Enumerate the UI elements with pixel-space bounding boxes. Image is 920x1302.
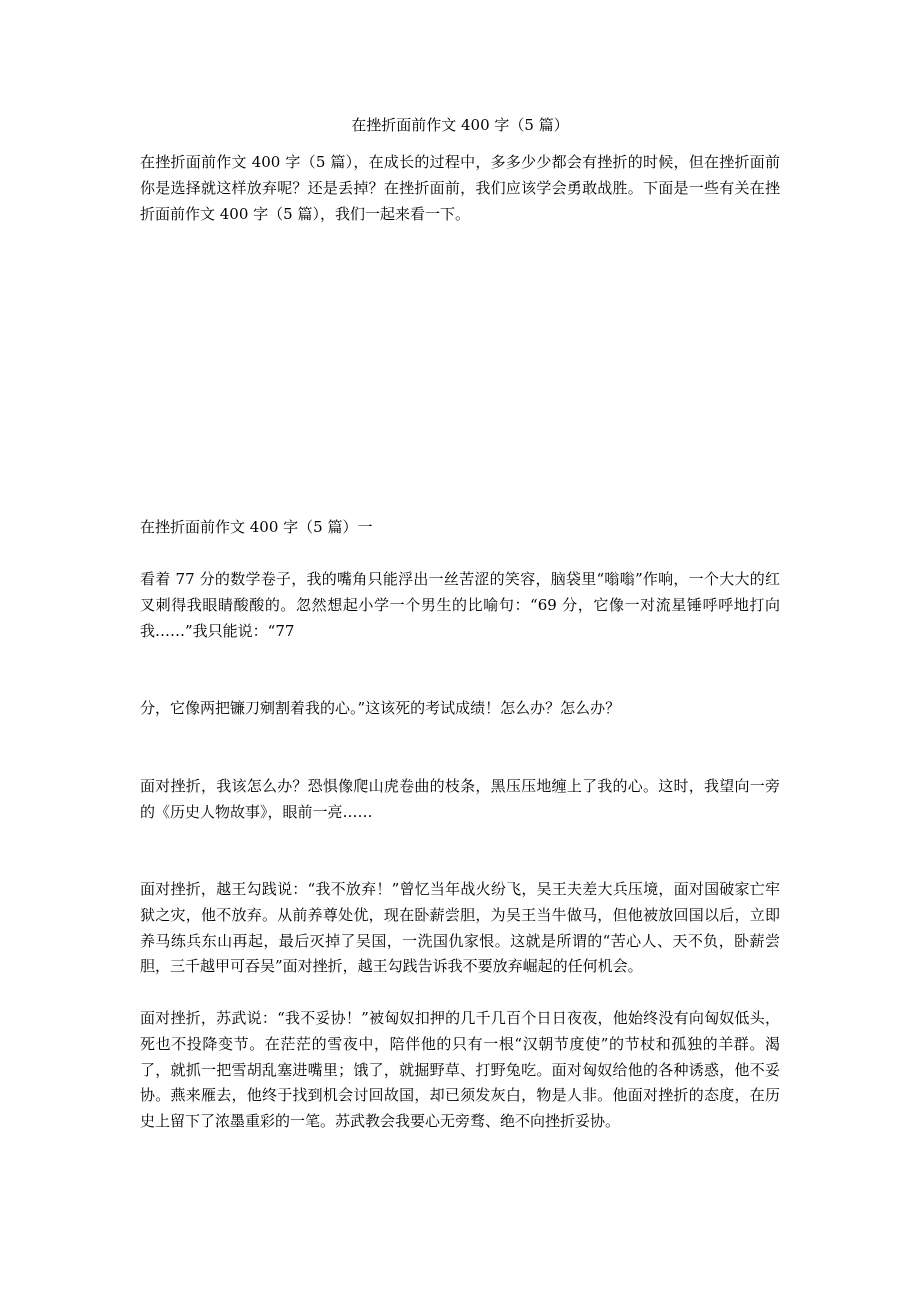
body-paragraph-5: 面对挫折，苏武说：“我不妥协！”被匈奴扣押的几千几百个日日夜夜，他始终没有向匈奴低头，死也不投降变节。在茫茫的雪夜中，陪伴他的只有一根“汉朝节度使”的节杖和孤独的羊群。渴了，就抓一把雪胡乱塞进嘴里；饿了，就掘野草、打野兔吃。面对匈奴给他的各种诱惑，他不妥协。燕来雁去，他终于找到机会讨回故国，却已须发灰白，物是人非。他面对挫折的态度，在历史上留下了浓墨重彩的一笔。苏武教会我要心无旁骛、绝不向挫折妥协。 (140, 1009, 780, 1131)
body-paragraph-3: 面对挫折，我该怎么办？恐惧像爬山虎卷曲的枝条，黑压压地缠上了我的心。这时，我望向一旁的《历史人物故事》，眼前一亮…… (140, 777, 780, 821)
body-paragraph-1: 看着 77 分的数学卷子，我的嘴角只能浮出一丝苦涩的笑容，脑袋里“嗡嗡”作响，一个大大的红叉刺得我眼睛酸酸的。忽然想起小学一个男生的比喻句：“69 分，它像一对流星锤呼呼地打向我……”我只能说：“77 (140, 570, 780, 640)
section-heading: 在挫折面前作文 400 字（5 篇）一 (140, 518, 373, 536)
body-paragraph-4: 面对挫折，越王勾践说：“我不放弃！”曾忆当年战火纷飞，吴王夫差大兵压境，面对国破家亡牢狱之灾，他不放弃。从前养尊处优，现在卧薪尝胆，为吴王当牛做马，但他被放回国以后，立即养马练兵东山再起，最后灭掉了吴国，一洗国仇家恨。这就是所谓的“苦心人、天不负，卧薪尝胆，三千越甲可吞吴”面对挫折，越王勾践告诉我不要放弃崛起的任何机会。 (140, 880, 780, 976)
intro-paragraph: 在挫折面前作文 400 字（5 篇），在成长的过程中，多多少少都会有挫折的时候，但在挫折面前你是选择就这样放弃呢？还是丢掉？在挫折面前，我们应该学会勇敢战胜。下面是一些有关在挫折面前作文 400 字（5 篇），我们一起来看一下。 (140, 153, 780, 223)
body-paragraph-2: 分，它像两把镰刀剜割着我的心。”这该死的考试成绩！怎么办？怎么办？ (140, 699, 621, 717)
document-title: 在挫折面前作文 400 字（5 篇） (351, 116, 569, 134)
